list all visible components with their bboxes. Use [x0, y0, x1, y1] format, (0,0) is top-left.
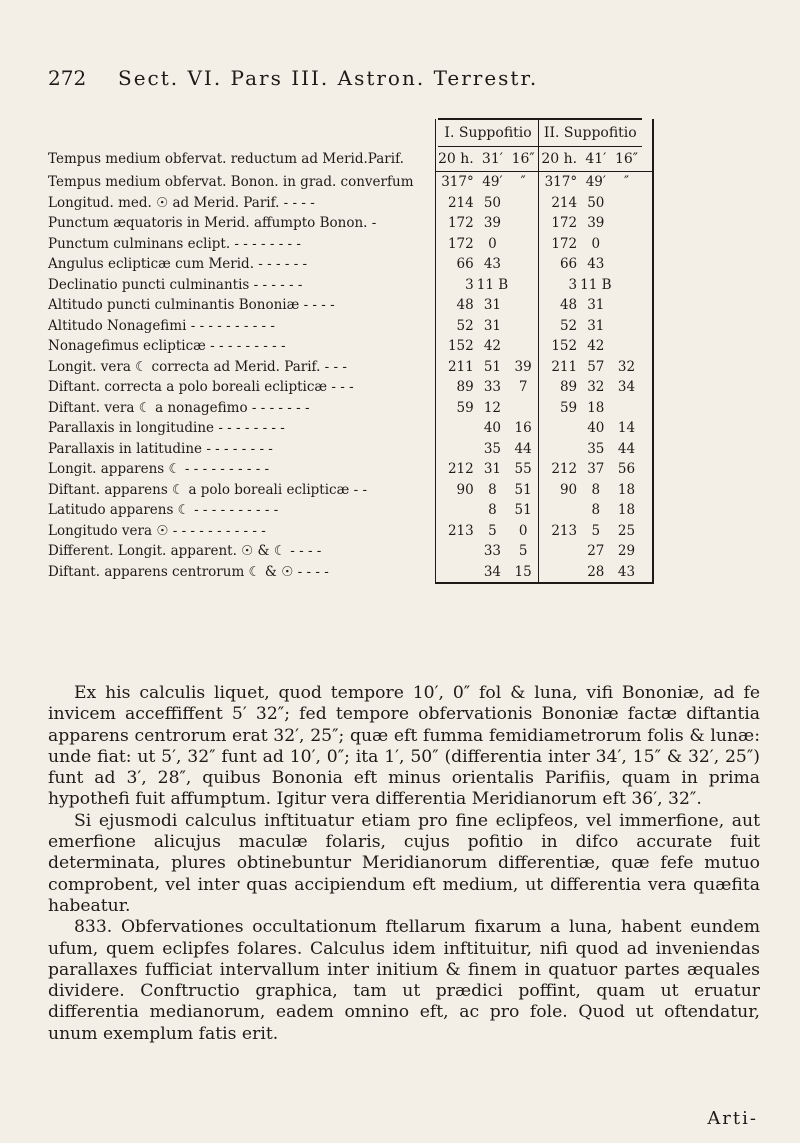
- col-header-1: I. Suppofitio: [438, 119, 539, 147]
- table-row: [48, 500, 653, 521]
- table-row: [48, 254, 653, 275]
- table-cell: 8: [488, 481, 497, 498]
- table-cell: [508, 234, 539, 255]
- table-cell: 34: [617, 379, 636, 395]
- table-cell: 28: [580, 562, 611, 584]
- table-cell: 212: [551, 461, 578, 477]
- table-cell: 37: [587, 461, 605, 477]
- body-text: [48, 683, 760, 1045]
- catchword: Arti-: [707, 1108, 758, 1129]
- table-cell: 35: [587, 440, 605, 457]
- table-cell: 5: [591, 522, 601, 539]
- table-cell: [539, 562, 580, 584]
- table-cell: [508, 254, 539, 275]
- page-header: [48, 66, 768, 96]
- table-cell: 48: [559, 297, 578, 313]
- table-cell: 32: [587, 379, 605, 395]
- table-cell: 152: [447, 338, 474, 354]
- table-cell: [539, 418, 580, 439]
- row-label: Tempus medium obfervat. Bonon. in grad. converfum: [48, 173, 414, 190]
- table-cell: 51: [514, 502, 532, 518]
- row-label: Parallaxis in longitudine - - - - - - - -: [48, 420, 285, 436]
- table-cell: 57: [587, 358, 605, 375]
- table-cell: 213: [551, 522, 578, 539]
- row-label: Longitudo vera ☉ - - - - - - - - - - -: [48, 522, 266, 539]
- table-row: [48, 213, 653, 234]
- row-label: Punctum æquatoris in Merid. affumpto Bonon. -: [48, 215, 377, 231]
- table-row: [48, 418, 653, 439]
- row-label: Tempus medium obfervat. reductum ad Merid.Parif.: [48, 150, 404, 167]
- table-cell: 52: [559, 317, 578, 334]
- table-row: [48, 541, 653, 562]
- table-cell: 0: [518, 522, 528, 539]
- table-row: [48, 295, 653, 316]
- table-row: [48, 336, 653, 357]
- table-cell: 15: [508, 562, 539, 584]
- table-cell: 59: [456, 399, 474, 416]
- table-cell: 172: [447, 215, 474, 231]
- table-cell: [612, 234, 642, 255]
- row-label: Different. Longit. apparent. ☉ & ☾ - - - -: [48, 543, 322, 559]
- table-cell: 55: [514, 461, 532, 477]
- table-cell: [438, 439, 477, 460]
- row-label: Diftant. apparens centrorum ☾ & ☉ - - - -: [48, 564, 329, 580]
- table-cell: ″: [623, 174, 630, 190]
- table-cell: 14: [617, 420, 636, 436]
- table-row: [48, 377, 653, 398]
- table-cell: 12: [483, 399, 502, 416]
- row-label: Nonagefimus eclipticæ - - - - - - - - -: [48, 338, 286, 354]
- table-cell: 43: [483, 256, 502, 272]
- table-cell: 0: [488, 235, 497, 252]
- table-cell: [539, 541, 580, 562]
- table-cell: 8: [591, 502, 601, 518]
- row-label: Declinatio puncti culminantis - - - - - -: [48, 276, 303, 293]
- row-label: Longit. apparens ☾ - - - - - - - - - -: [48, 461, 270, 477]
- row-label: Diftant. correcta a polo boreali eclipticæ - - -: [48, 379, 354, 395]
- table-cell: 11 B: [476, 276, 509, 293]
- row-label: Parallaxis in latitudine - - - - - - - -: [48, 440, 273, 457]
- table-cell: 16: [514, 420, 532, 436]
- table-cell: [612, 254, 642, 275]
- table-cell: 8: [488, 502, 497, 518]
- table-cell: 5: [488, 522, 497, 539]
- table-cell: 48: [456, 297, 474, 313]
- table-cell: [438, 500, 477, 521]
- table-row: [48, 316, 653, 337]
- table-cell: 59: [559, 399, 578, 416]
- paragraph: 833. Obfervationes occultationum ftellarum fixarum a luna, habent eundem ufum, quem eclipfes folares. Calculus idem inftituitur, nifi quod ad inveniendas parallaxes fufficiat intervallum inter initium & finem in quatuor partes æquales dividere. Conftructio graphica, tam ut prædici poffint, quam ut eruatur differentia medianorum, eadem omnino eft, ac pro fole. Quod ut oftendatur, unum exemplum fatis erit.: [48, 917, 760, 1044]
- table-cell: [508, 213, 539, 234]
- table-cell: 50: [483, 194, 502, 211]
- table-cell: 39: [514, 358, 532, 375]
- table-cell: 18: [587, 399, 605, 416]
- table-cell: [438, 541, 477, 562]
- table-cell: 43: [612, 562, 642, 584]
- table-cell: [508, 398, 539, 419]
- table-cell: 172: [551, 215, 578, 231]
- table-cell: 49′: [482, 174, 503, 190]
- table-cell: 317°: [441, 174, 474, 190]
- table-cell: 18: [617, 481, 636, 498]
- table-cell: 51: [483, 358, 502, 375]
- table-cell: 42: [483, 338, 502, 354]
- table-cell: 90: [559, 481, 578, 498]
- table-cell: 152: [551, 338, 578, 354]
- table-cell: 317°: [544, 174, 578, 190]
- table-cell: 27: [587, 543, 605, 559]
- table-cell: 33: [483, 543, 502, 559]
- table-row: [48, 275, 653, 296]
- row-label: Altitudo Nonagefimi - - - - - - - - - -: [48, 317, 275, 334]
- table-cell: [438, 418, 477, 439]
- computation-table: I. Suppofitio II. Suppofitio Tempus medium obfervat. reductum ad Merid.Parif. 20 h. 31′ 16″ 20 h. 41′ 16″ Tempus medium obfervat. Bonon. in grad. converfum 317° 49′ ″ 317° 49′ ″ Longitud. med. ☉ ad Merid. Parif. - - - - 214 50 214 50 Punctum æquatoris in Merid. affumpto Bonon. - 172 39 172 39 Punctum culminans eclipt. - - - - - - - - 172 0 172 0 Angulus eclipticæ cum Merid. - - - - - - 66 43 66 43 Declinatio puncti culminantis - - - - - - 3 11 B 3 11 B Altitudo puncti culminantis Bononiæ - - - - 48 31 48 31 Altitudo Nonagefimi - - - - - - - - - - 52 31 52 31 Nonagefimus eclipticæ - - - - - - - - - 152 42 152 42 Longit. vera ☾ correcta ad Merid. Parif. - - - 211 51 39 211 57 32 Diftant. correcta a polo boreali eclipticæ - - - 89 33 7 89 32 34 Diftant. vera ☾ a nonagefimo - - - - - - - 59 12 59 18 Parallaxis in longitudine - - - - - - - - 40 16 40 14 Parallaxis in latitudine - - - - - - - - 35 44 35 44 Longit. apparens ☾ - - - - - - - - - - 212 31 55 212 37 56 Diftant. apparens ☾ a polo boreali eclipticæ - - 90 8 51 90 8 18 Latitudo apparens ☾ - - - - - - - - - - 8 51 8 18 Longitudo vera ☉ - - - - - - - - - - - 213 5 0 213 5 25 Different. Longit. apparent. ☉ & ☾ - - - - 33 5 27 29 Diftant. apparens centrorum ☾ & ☉ - - - - 34 15 28 43: [48, 118, 756, 584]
- table-cell: 211: [447, 358, 474, 375]
- table-cell: 35: [483, 440, 502, 457]
- table-cell: 40: [587, 420, 605, 436]
- table-cell: [508, 275, 539, 296]
- table-cell: 56: [617, 461, 636, 477]
- table-cell: 8: [591, 481, 601, 498]
- row-label: Angulus eclipticæ cum Merid. - - - - - -: [48, 256, 308, 272]
- table-cell: [508, 193, 539, 214]
- table-cell: 29: [617, 543, 636, 559]
- table-cell: 214: [551, 194, 578, 211]
- table-cell: [539, 500, 580, 521]
- table-row: [48, 357, 653, 378]
- paragraph: Si ejusmodi calculus inftituatur etiam pro fine eclipfeos, vel immerfione, aut emerfione alicujus maculæ folaris, cujus pofitio in difco accurate fuit determinata, plures obtinebuntur Meridianorum differentiæ, quæ fefe mutuo comprobent, vel inter quas accipiendum eft medium, ut differentia vera quæfita habeatur.: [48, 810, 760, 916]
- table-cell: 18: [617, 502, 636, 518]
- table-cell: 31: [587, 317, 605, 334]
- table-cell: 43: [587, 256, 605, 272]
- table-cell: 25: [617, 522, 636, 539]
- table-cell: 31: [483, 297, 502, 313]
- table-row: [48, 193, 653, 214]
- row-label: Punctum culminans eclipt. - - - - - - - -: [48, 235, 301, 252]
- table-cell: 90: [456, 481, 474, 498]
- table-cell: 11 B: [580, 276, 612, 293]
- row-label: Latitudo apparens ☾ - - - - - - - - - -: [48, 502, 279, 518]
- table-cell: [612, 275, 642, 296]
- table-row: [48, 398, 653, 419]
- table-cell: 31: [483, 461, 502, 477]
- table-row: [48, 459, 653, 480]
- row-label: Longitud. med. ☉ ad Merid. Parif. - - - -: [48, 194, 315, 211]
- table-cell: [508, 336, 539, 357]
- table-cell: 31: [483, 317, 502, 334]
- table-cell: 39: [587, 215, 605, 231]
- table-cell: 172: [447, 235, 474, 252]
- table-cell: [612, 213, 642, 234]
- paragraph: Ex his calculis liquet, quod tempore 10′, 0″ fol & luna, vifi Bononiæ, ad fe invicem acceffiffent 5′ 32″; fed tempore obfervationis Bononiæ factæ diftantia apparens centrorum erat 32′, 25″; quæ eft fumma femidiametrorum folis & lunæ: unde fiat: ut 5′, 32″ funt ad 10′, 0″; ita 1′, 50″ (differentia inter 34′, 15″ & 32′, 25″) funt ad 3′, 28″, quibus Bononia eft minus orientalis Parifiis, quam in prima hypothefi fuit affumptum. Igitur vera differentia Meridianorum eft 36′, 32″.: [48, 683, 760, 810]
- table-cell: 51: [514, 481, 532, 498]
- table-cell: [612, 398, 642, 419]
- table-cell: 172: [551, 235, 578, 252]
- table-cell: 213: [447, 522, 474, 539]
- col-header-2: II. Suppofitio: [539, 119, 641, 147]
- table-cell: 40: [483, 420, 502, 436]
- table-cell: 34: [477, 562, 508, 584]
- table-cell: 42: [587, 338, 605, 354]
- table-cell: 89: [559, 379, 578, 395]
- table-cell: 89: [456, 379, 474, 395]
- row-label: Diftant. apparens ☾ a polo boreali eclipticæ - -: [48, 481, 368, 498]
- table-row: [48, 521, 653, 542]
- row-label: Altitudo puncti culminantis Bononiæ - - - -: [48, 297, 335, 313]
- table-row: [48, 480, 653, 501]
- table-cell: 3: [465, 276, 474, 293]
- table-cell: 39: [483, 215, 502, 231]
- table-cell: 5: [518, 543, 528, 559]
- row-label: Longit. vera ☾ correcta ad Merid. Parif. - - -: [48, 358, 347, 375]
- table-cell: [612, 193, 642, 214]
- table-cell: 49′: [585, 174, 606, 190]
- table-cell: [508, 295, 539, 316]
- table-cell: 66: [456, 256, 474, 272]
- table-row: [48, 562, 653, 584]
- table-row: [48, 234, 653, 255]
- table-row: [48, 172, 653, 193]
- table-cell: [539, 439, 580, 460]
- table-row: [48, 439, 653, 460]
- table-cell: 0: [591, 235, 601, 252]
- table-cell: 66: [559, 256, 578, 272]
- table-cell: [438, 562, 477, 584]
- table-cell: 214: [447, 194, 474, 211]
- table-cell: 44: [514, 440, 532, 457]
- table-cell: 31: [587, 297, 605, 313]
- table-cell: 211: [551, 358, 578, 375]
- row-label: Diftant. vera ☾ a nonagefimo - - - - - - -: [48, 399, 310, 416]
- table-cell: 212: [447, 461, 474, 477]
- table-cell: [508, 316, 539, 337]
- table-cell: 44: [617, 440, 636, 457]
- table-cell: 33: [483, 379, 502, 395]
- running-head: Sect. VI. Pars III. Astron. Terrestr.: [118, 66, 539, 90]
- table-cell: [612, 295, 642, 316]
- table-cell: [612, 336, 642, 357]
- table-cell: 52: [456, 317, 474, 334]
- table-cell: 7: [518, 379, 528, 395]
- table-cell: ″: [520, 174, 526, 190]
- table-cell: 50: [587, 194, 605, 211]
- table-cell: 3: [568, 276, 578, 293]
- table-cell: 32: [617, 358, 636, 375]
- table-cell: [612, 316, 642, 337]
- page-number: 272: [48, 66, 87, 90]
